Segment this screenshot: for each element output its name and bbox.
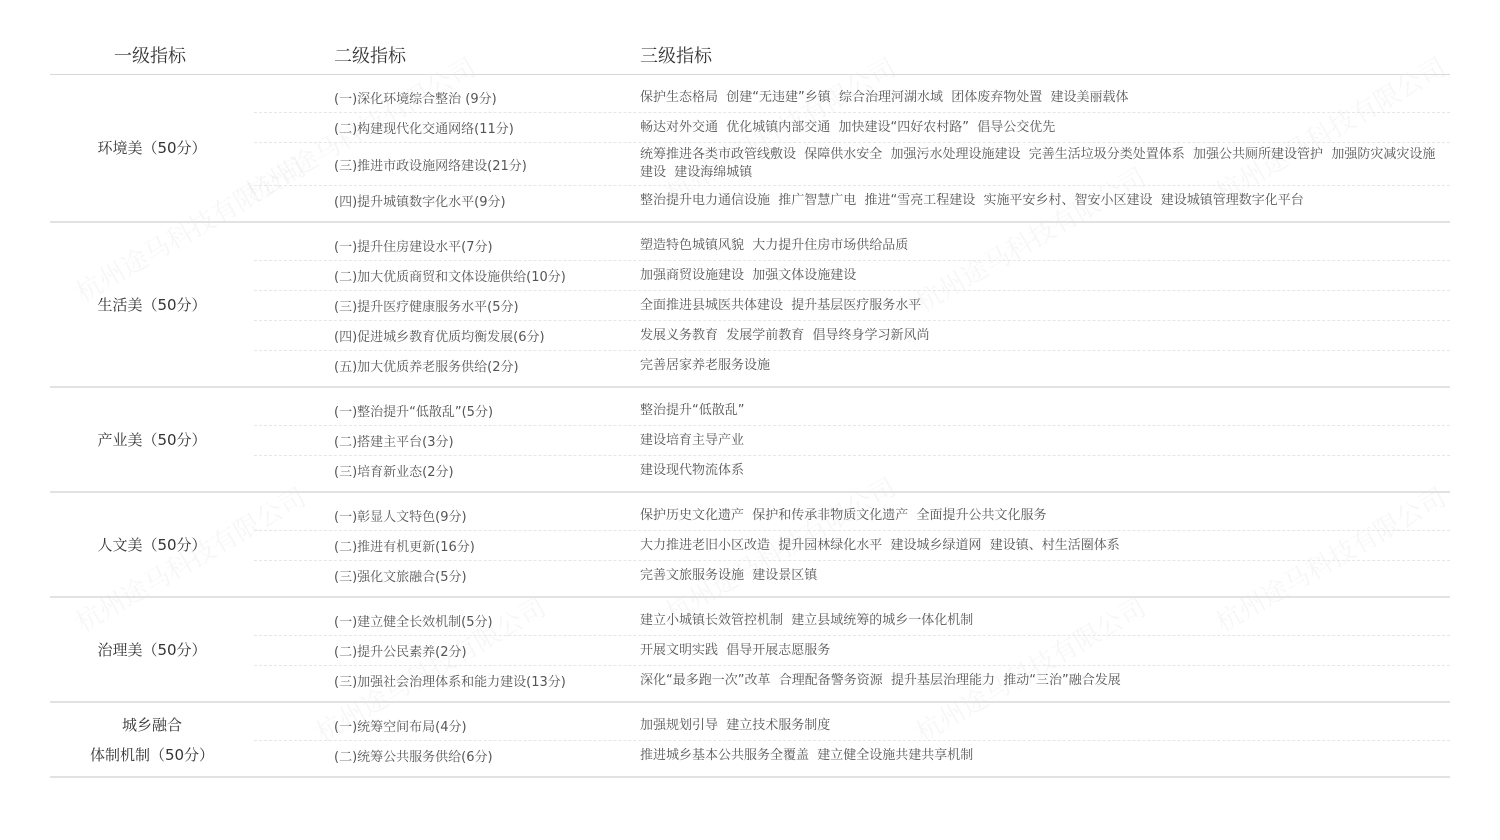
table-row — [254, 113, 1450, 143]
level1-label: 产业美（50分） — [97, 430, 207, 449]
level2-indicator: (三)提升医疗健康服务水平(5分) — [334, 300, 519, 315]
level2-indicator: (一)整治提升“低散乱”(5分) — [334, 405, 494, 420]
table-row — [254, 396, 1450, 426]
table-row — [254, 711, 1450, 741]
level3-indicators: 建立小城镇长效管控机制 建立县域统筹的城乡一体化机制 — [640, 612, 974, 628]
table-row — [254, 291, 1450, 321]
table-row — [254, 606, 1450, 636]
table-body — [50, 75, 1450, 778]
level3-indicators: 深化“最多跑一次”改革 合理配备警务资源 提升基层治理能力 推动“三治”融合发展 — [640, 672, 1121, 688]
level2-indicator: (二)推进有机更新(16分) — [334, 540, 475, 555]
level3-indicators: 整治提升“低散乱” — [640, 402, 745, 418]
indicator-group — [50, 75, 1450, 223]
header-level3: 三级指标 — [640, 46, 712, 67]
level2-indicator: (三)推进市政设施网络建设(21分) — [334, 158, 527, 174]
group-rows — [254, 223, 1450, 386]
level3-indicators: 全面推进县城医共体建设 提升基层医疗服务水平 — [640, 297, 922, 313]
level3-indicators: 加强规划引导 建立技术服务制度 — [640, 717, 831, 733]
level2-indicator: (一)深化环境综合整治 (9分) — [334, 92, 497, 107]
level2-indicator: (二)搭建主平台(3分) — [334, 435, 454, 450]
level1-label: 生活美（50分） — [97, 295, 207, 314]
level3-indicators: 完善文旅服务设施 建设景区镇 — [640, 567, 818, 583]
indicator-group — [50, 223, 1450, 388]
level2-indicator: (一)统筹空间布局(4分) — [334, 720, 467, 735]
table-row — [254, 741, 1450, 770]
indicator-group — [50, 703, 1450, 778]
level2-indicator: (二)提升公民素养(2分) — [334, 645, 467, 660]
group-rows — [254, 75, 1450, 221]
table-row — [254, 231, 1450, 261]
table-row — [254, 501, 1450, 531]
level3-indicators: 整治提升电力通信设施 推广智慧广电 推进“雪亮工程建设 实施平安乡村、智安小区建设 建设城镇管理数字化平台 — [640, 192, 1304, 208]
level3-indicators: 开展文明实践 倡导开展志愿服务 — [640, 642, 831, 658]
header-level2: 二级指标 — [334, 46, 406, 67]
table-row — [254, 261, 1450, 291]
indicator-group — [50, 493, 1450, 598]
level3-indicators: 大力推进老旧小区改造 提升园林绿化水平 建设城乡绿道网 建设镇、村生活圈体系 — [640, 537, 1120, 553]
indicator-group — [50, 598, 1450, 703]
level1-label: 人文美（50分） — [97, 535, 207, 554]
level3-indicators: 发展义务教育 发展学前教育 倡导终身学习新风尚 — [640, 327, 930, 343]
level2-indicator: (一)建立健全长效机制(5分) — [334, 615, 493, 630]
level2-indicator: (二)统筹公共服务供给(6分) — [334, 750, 493, 765]
table-row — [254, 321, 1450, 351]
table-row — [254, 561, 1450, 590]
level1-label: 城乡融合 体制机制（50分） — [89, 715, 215, 764]
table-row — [254, 426, 1450, 456]
level3-indicators: 塑造特色城镇风貌 大力提升住房市场供给品质 — [640, 237, 909, 253]
level3-indicators: 畅达对外交通 优化城镇内部交通 加快建设“四好农村路” 倡导公交优先 — [640, 119, 1056, 135]
indicator-table — [50, 36, 1450, 778]
level2-indicator: (四)促进城乡教育优质均衡发展(6分) — [334, 330, 545, 345]
table-row — [254, 666, 1450, 695]
group-rows — [254, 388, 1450, 491]
header-level1: 一级指标 — [114, 46, 186, 67]
group-rows — [254, 703, 1450, 776]
table-row — [254, 83, 1450, 113]
level2-indicator: (一)提升住房建设水平(7分) — [334, 240, 493, 255]
level2-indicator: (五)加大优质养老服务供给(2分) — [334, 360, 519, 375]
level3-indicators: 完善居家养老服务设施 — [640, 357, 771, 373]
level3-indicators: 保护生态格局 创建“无违建”乡镇 综合治理河湖水域 团体废弃物处置 建设美丽载体 — [640, 89, 1129, 105]
group-rows — [254, 493, 1450, 596]
indicator-group — [50, 388, 1450, 493]
level2-indicator: (二)构建现代化交通网络(11分) — [334, 122, 514, 137]
level2-indicator: (三)加强社会治理体系和能力建设(13分) — [334, 675, 566, 690]
level1-label: 环境美（50分） — [97, 139, 207, 157]
level2-indicator: (四)提升城镇数字化水平(9分) — [334, 195, 506, 210]
table-row — [254, 636, 1450, 666]
table-row — [254, 456, 1450, 485]
table-row — [254, 351, 1450, 380]
level2-indicator: (一)彰显人文特色(9分) — [334, 510, 467, 525]
level2-indicator: (二)加大优质商贸和文体设施供给(10分) — [334, 270, 566, 285]
table-row — [254, 143, 1450, 186]
level1-label: 治理美（50分） — [97, 640, 207, 659]
level3-indicators: 保护历史文化遗产 保护和传承非物质文化遗产 全面提升公共文化服务 — [640, 507, 1047, 523]
level3-indicators: 建设培育主导产业 — [640, 432, 745, 448]
level3-indicators: 加强商贸设施建设 加强文体设施建设 — [640, 267, 857, 283]
level2-indicator: (三)强化文旅融合(5分) — [334, 570, 467, 585]
group-rows — [254, 598, 1450, 701]
level2-indicator: (三)培育新业态(2分) — [334, 465, 454, 480]
level3-indicators: 统筹推进各类市政管线敷设 保障供水安全 加强污水处理设施建设 完善生活垃圾分类处置体系 加强公共厕所建设管护 加强防灾减灾设施建设 建设海绵城镇 — [640, 147, 1436, 180]
level3-indicators: 建设现代物流体系 — [640, 462, 745, 478]
level3-indicators: 推进城乡基本公共服务全覆盖 建立健全设施共建共享机制 — [640, 747, 974, 763]
table-row — [254, 186, 1450, 215]
table-header — [50, 36, 1450, 75]
table-row — [254, 531, 1450, 561]
